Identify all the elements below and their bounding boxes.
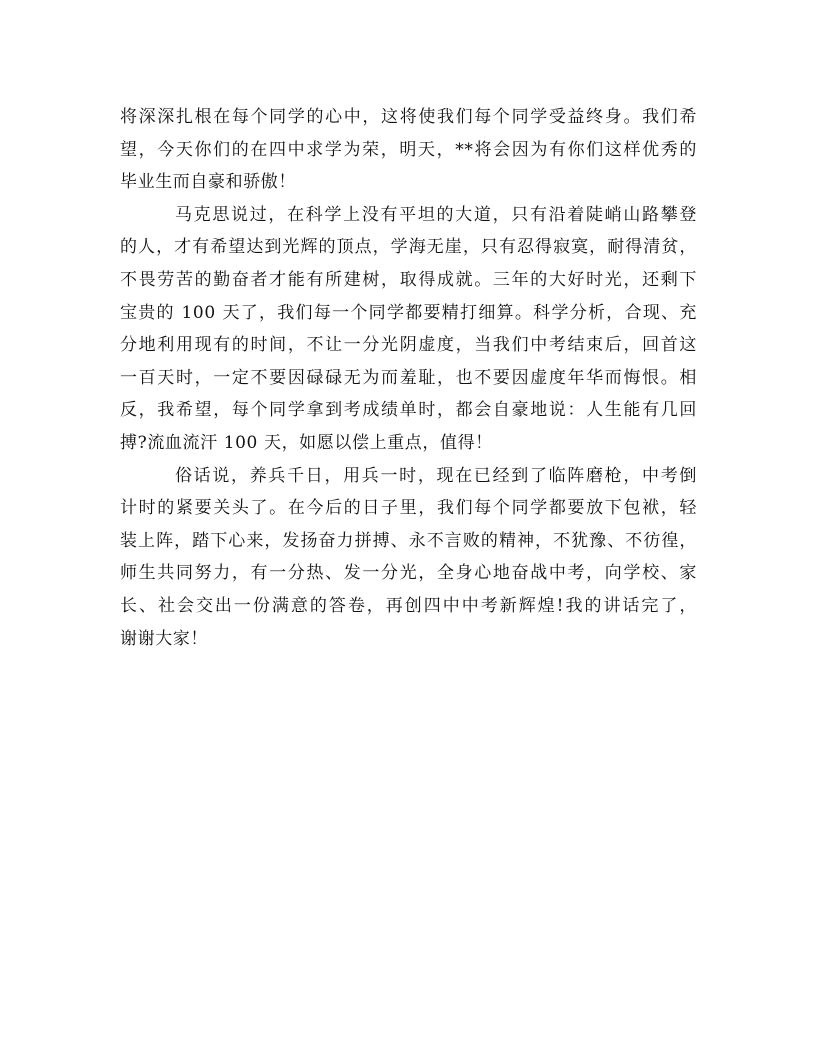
text-line: 装上阵，踏下心来，发扬奋力拼搏、永不言败的精神，不犹豫、不彷徨， <box>120 530 697 551</box>
text-line: 长、社会交出一份满意的答卷，再创四中中考新辉煌!我的讲话完了， <box>120 595 697 616</box>
text-line: 宝贵的 100 天了，我们每一个同学都要精打细算。科学分析，合现、充 <box>120 302 697 323</box>
text-line: 计时的紧要关头了。在今后的日子里，我们每个同学都要放下包袱，轻 <box>120 498 697 519</box>
text-line: 师生共同努力，有一分热、发一分光，全身心地奋战中考，向学校、家 <box>120 563 697 584</box>
paragraph-2 <box>120 199 697 460</box>
text-line: 一百天时，一定不要因碌碌无为而羞耻，也不要因虚度年华而悔恨。相 <box>120 367 697 388</box>
paragraph-1 <box>120 101 697 199</box>
text-line: 谢谢大家！ <box>120 628 208 649</box>
text-line: 俗话说，养兵千日，用兵一时，现在已经到了临阵磨枪，中考倒 <box>175 465 697 486</box>
text-line: 的人，才有希望达到光辉的顶点，学海无崖，只有忍得寂寞，耐得清贫， <box>120 237 697 258</box>
text-line: 分地利用现有的时间，不让一分光阴虚度，当我们中考结束后，回首这 <box>120 335 697 356</box>
text-line: 将深深扎根在每个同学的心中，这将使我们每个同学受益终身。我们希 <box>120 107 697 127</box>
paragraph-3 <box>120 460 697 656</box>
text-line: 马克思说过，在科学上没有平坦的大道，只有沿着陡峭山路攀登 <box>175 204 697 225</box>
document-body <box>120 101 697 655</box>
text-line: 反，我希望，每个同学拿到考成绩单时，都会自豪地说：人生能有几回 <box>120 400 697 421</box>
text-line: 望，今天你们的在四中求学为荣，明天，**将会因为有你们这样优秀的 <box>120 139 697 160</box>
text-line: 毕业生而自豪和骄傲！ <box>120 172 296 193</box>
text-line: 不畏劳苦的勤奋者才能有所建树，取得成就。三年的大好时光，还剩下 <box>120 269 697 290</box>
text-line: 搏?流血流汗 100 天，如愿以偿上重点，值得！ <box>120 432 493 453</box>
